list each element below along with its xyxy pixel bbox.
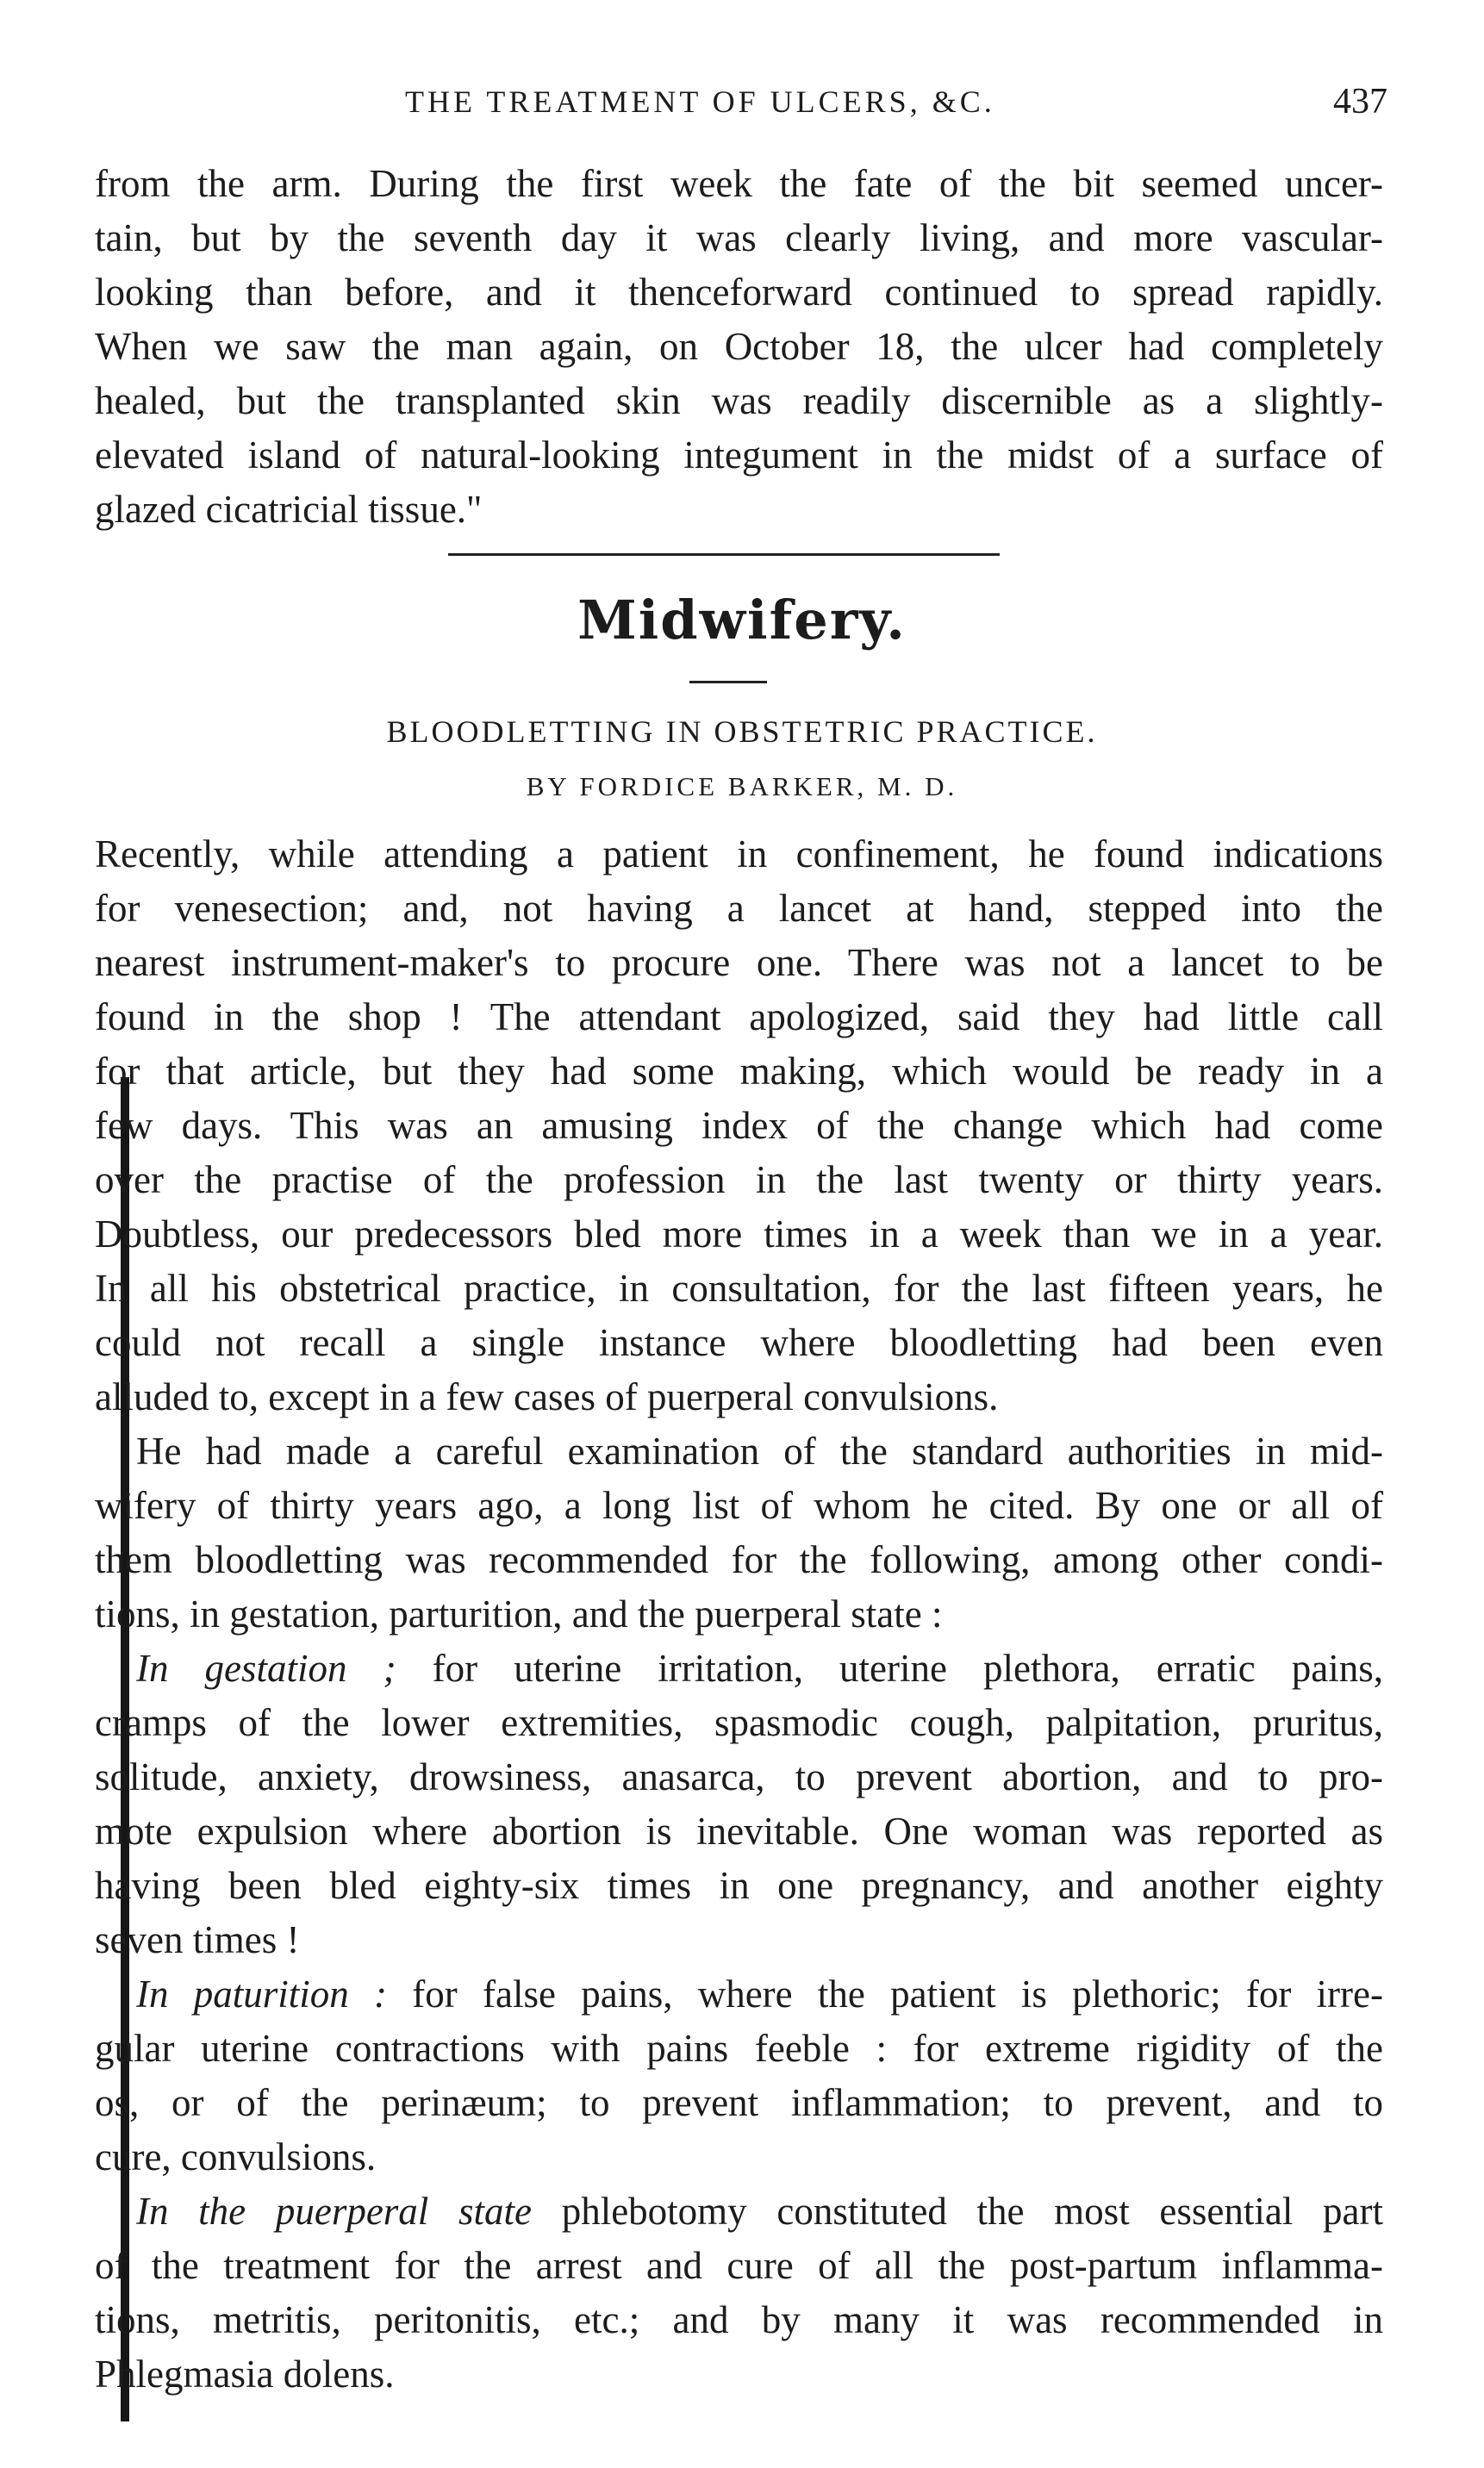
text-line: alluded to, except in a few cases of puerperal convulsions. xyxy=(95,1375,999,1418)
text-line: could not recall a single instance where bloodletting had been even xyxy=(95,1321,1383,1364)
text-line: of the treatment for the arrest and cure of all the post-partum inflamma- xyxy=(95,2244,1383,2287)
text-line: cure, convulsions. xyxy=(95,2135,377,2178)
text-line: glazed cicatricial tissue." xyxy=(95,488,483,531)
puerperal-lead: In the puerperal state xyxy=(136,2190,532,2233)
text-line: tions, in gestation, parturition, and the puerperal state : xyxy=(95,1592,943,1636)
text-line: looking than before, and it thenceforward continued to spread rapidly. xyxy=(95,271,1383,314)
text-line xyxy=(95,1642,1383,1696)
text-line: them bloodletting was recommended for the following, among other condi- xyxy=(95,1538,1383,1581)
text-line: found in the shop ! The attendant apologized, said they had little call xyxy=(95,995,1383,1038)
text-line: os, or of the perinæum; to prevent inflammation; to prevent, and to xyxy=(95,2081,1383,2124)
article-title: BLOODLETTING IN OBSTETRIC PRACTICE. xyxy=(386,714,1098,749)
text-line: Phlegmasia dolens. xyxy=(95,2353,395,2396)
text-line: solitude, anxiety, drowsiness, anasarca, to prevent abortion, and to pro- xyxy=(95,1755,1383,1798)
text-line: In all his obstetrical practice, in consultation, for the last fifteen years, he xyxy=(95,1267,1383,1310)
text-line xyxy=(95,2184,1383,2239)
text-line xyxy=(95,1967,1383,2022)
text-line: wifery of thirty years ago, a long list of whom he cited. By one or all of xyxy=(95,1484,1383,1527)
article-body xyxy=(95,827,1383,2402)
section-divider-rule xyxy=(448,553,1000,556)
article-byline: BY FORDICE BARKER, M. D. xyxy=(526,771,958,801)
text-line: tain, but by the seventh day it was clearly living, and more vascular- xyxy=(95,216,1383,259)
text-line: seven times ! xyxy=(95,1918,300,1961)
text-line: healed, but the transplanted skin was readily discernible as a slightly- xyxy=(95,379,1383,422)
running-head xyxy=(95,76,1387,128)
page-number: 437 xyxy=(1333,82,1387,122)
text-run: for false pains, where the patient is plethoric; for irre- xyxy=(387,1973,1383,2016)
text-line: He had made a careful examination of the standard authorities in mid- xyxy=(136,1430,1383,1473)
text-line: from the arm. During the first week the fate of the bit seemed uncer- xyxy=(95,162,1383,205)
parturition-lead: In paturition : xyxy=(136,1973,388,2016)
text-run: phlebotomy constituted the most essential part xyxy=(532,2190,1383,2233)
text-line: tions, metritis, peritonitis, etc.; and by many it was recommended in xyxy=(95,2298,1383,2341)
text-line: Doubtless, our predecessors bled more times in a week than we in a year. xyxy=(95,1212,1383,1256)
text-line: nearest instrument-maker's to procure one. There was not a lancet to be xyxy=(95,941,1383,984)
text-line: for venesection; and, not having a lancet at hand, stepped into the xyxy=(95,887,1383,930)
text-line: over the practise of the profession in the last twenty or thirty years. xyxy=(95,1158,1383,1201)
text-line: gular uterine contractions with pains feeble : for extreme rigidity of the xyxy=(95,2027,1383,2070)
intro-paragraph xyxy=(95,157,1383,537)
text-line: having been bled eighty-six times in one pregnancy, and another eighty xyxy=(95,1864,1383,1907)
text-line: cramps of the lower extremities, spasmodic cough, palpitation, pruritus, xyxy=(95,1701,1383,1744)
running-title: THE TREATMENT OF ULCERS, &C. xyxy=(405,84,995,119)
text-line: Recently, while attending a patient in confinement, he found indications xyxy=(95,832,1383,876)
text-line: mote expulsion where abortion is inevitable. One woman was reported as xyxy=(95,1810,1383,1853)
heading-divider-rule xyxy=(689,681,767,683)
text-line: elevated island of natural-looking integument in the midst of a surface of xyxy=(95,433,1383,477)
gestation-lead: In gestation ; xyxy=(136,1647,396,1690)
section-heading: Midwifery. xyxy=(577,589,907,651)
text-line: When we saw the man again, on October 18, the ulcer had completely xyxy=(95,325,1383,368)
text-line: few days. This was an amusing index of the change which had come xyxy=(95,1104,1383,1147)
text-line: for that article, but they had some making, which would be ready in a xyxy=(95,1050,1383,1093)
text-run: for uterine irritation, uterine plethora, erratic pains, xyxy=(396,1647,1383,1690)
